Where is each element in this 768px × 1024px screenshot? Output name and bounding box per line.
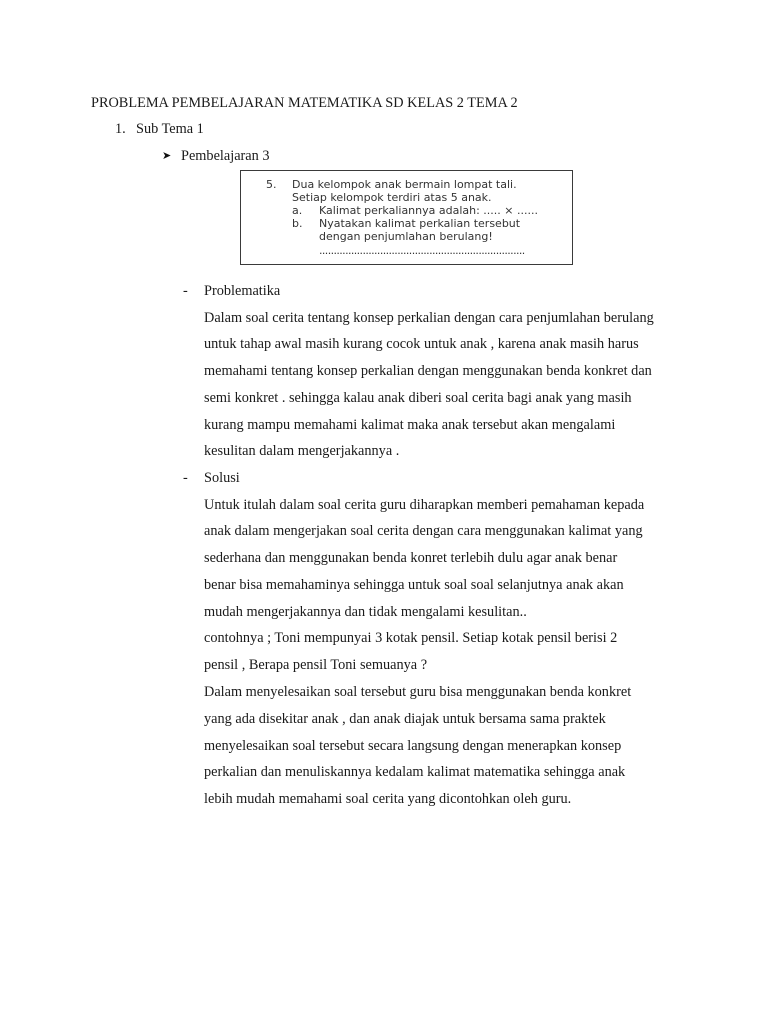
problematika-dash: - [183,283,188,299]
exercise-image [240,170,573,265]
paragraph-line: sederhana dan menggunakan benda konret terlebih dulu agar anak benar [204,550,618,566]
paragraph-line: Dalam soal cerita tentang konsep perkalian dengan cara penjumlahan berulang [204,310,654,326]
paragraph-line: pensil , Berapa pensil Toni semuanya ? [204,657,428,673]
solusi-dash: - [183,470,188,486]
paragraph-line: contohnya ; Toni mempunyai 3 kotak pensil. Setiap kotak pensil berisi 2 [204,630,618,646]
exercise-line: Kalimat perkaliannya adalah: ..... × ...... [319,204,538,217]
exercise-line: Setiap kelompok terdiri atas 5 anak. [292,191,492,204]
sub-tema-heading: Sub Tema 1 [136,121,204,137]
paragraph-line: semi konkret . sehingga kalau anak diberi soal cerita bagi anak yang masih [204,390,632,406]
exercise-label-b: b. [292,217,303,230]
paragraph-line: perkalian dan menuliskannya kedalam kalimat matematika sehingga anak [204,764,626,780]
paragraph-line: Untuk itulah dalam soal cerita guru diharapkan memberi pemahaman kepada [204,497,645,513]
paragraph-line: mudah mengerjakannya dan tidak mengalami kesulitan.. [204,604,527,620]
document-title: PROBLEMA PEMBELAJARAN MATEMATIKA SD KELAS 2 TEMA 2 [91,95,518,111]
pembelajaran-heading: Pembelajaran 3 [181,148,270,164]
paragraph-line: untuk tahap awal masih kurang cocok untuk anak , karena anak masih harus [204,336,639,352]
exercise-line: Dua kelompok anak bermain lompat tali. [292,178,517,191]
solusi-heading: Solusi [204,470,240,486]
paragraph-line: memahami tentang konsep perkalian dengan menggunakan benda konkret dan [204,363,652,379]
paragraph-line: menyelesaikan soal tersebut secara langsung dengan menerapkan konsep [204,738,622,754]
exercise-answer-line: ....................................................................... [319,244,525,257]
paragraph-line: lebih mudah memahami soal cerita yang dicontohkan oleh guru. [204,791,572,807]
exercise-label-a: a. [292,204,303,217]
exercise-number: 5. [266,178,277,191]
list-number: 1. [115,121,126,137]
paragraph-line: Dalam menyelesaikan soal tersebut guru bisa menggunakan benda konkret [204,684,632,700]
arrow-bullet-icon: ➤ [162,150,172,162]
problematika-heading: Problematika [204,283,281,299]
exercise-line: Nyatakan kalimat perkalian tersebut [319,217,521,230]
paragraph-line: yang ada disekitar anak , dan anak diajak untuk bersama sama praktek [204,711,606,727]
exercise-line: dengan penjumlahan berulang! [319,230,493,243]
paragraph-line: kurang mampu memahami kalimat maka anak tersebut akan mengalami [204,417,616,433]
paragraph-line: anak dalam mengerjakan soal cerita dengan cara menggunakan kalimat yang [204,523,643,539]
paragraph-line: benar bisa memahaminya sehingga untuk soal soal selanjutnya anak akan [204,577,624,593]
paragraph-line: kesulitan dalam mengerjakannya . [204,443,400,459]
